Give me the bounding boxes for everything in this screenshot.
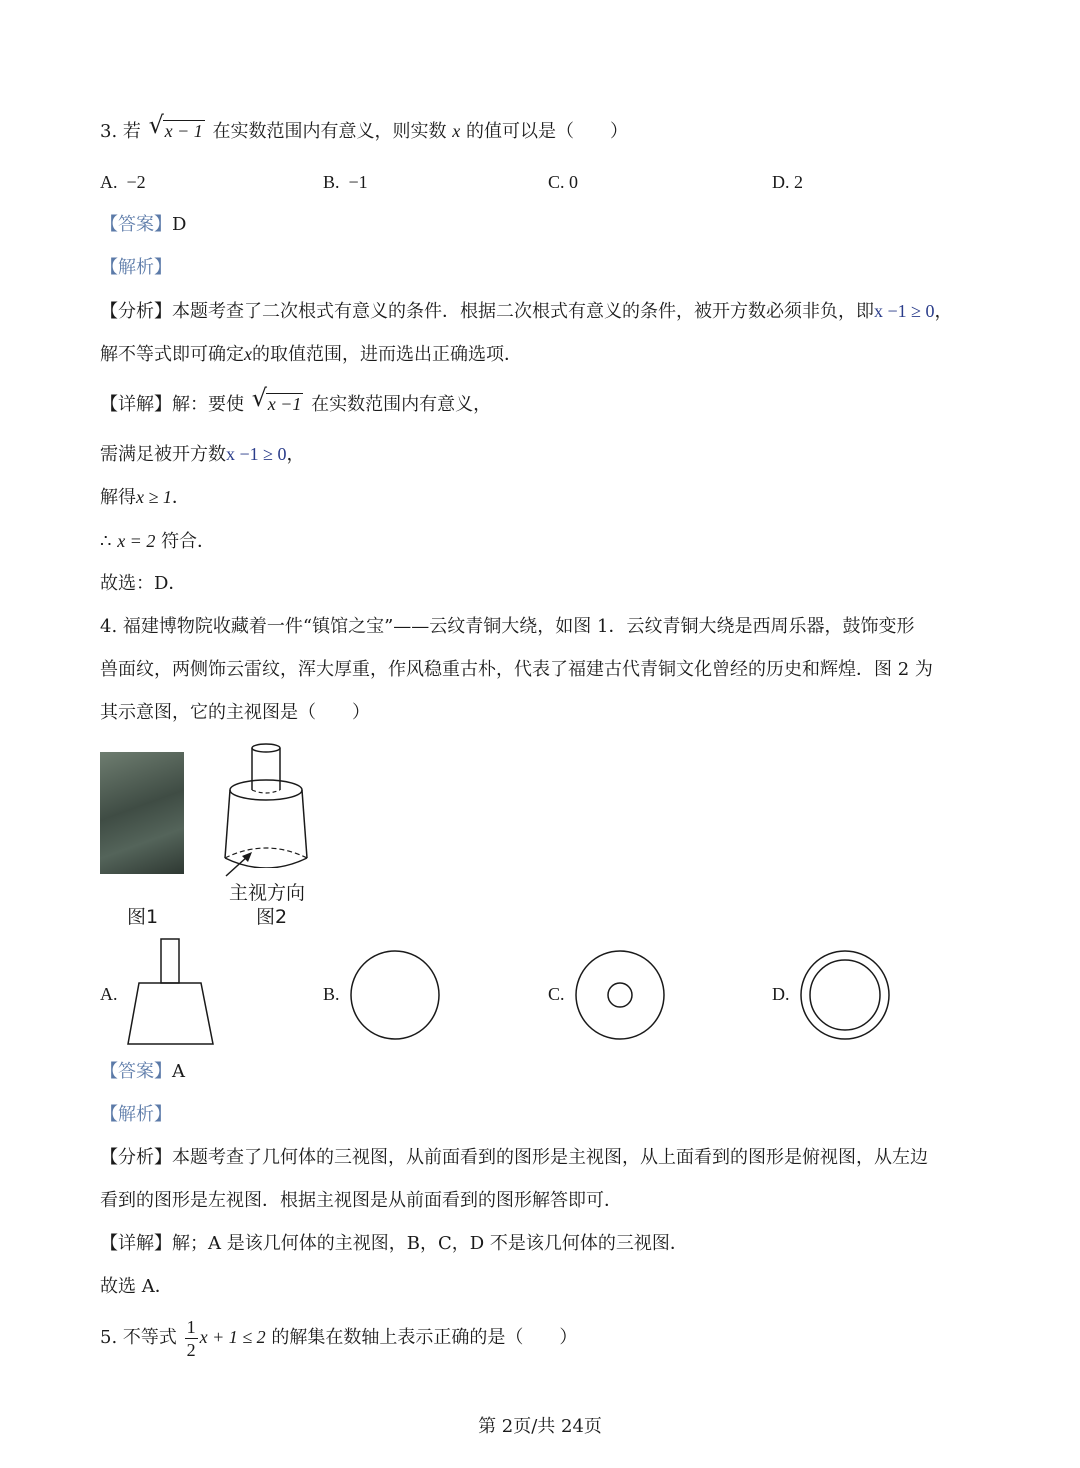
q3-option-a: A. −2 — [100, 172, 146, 192]
q4-answer-value: A — [172, 1061, 185, 1082]
q3-fenxi-tag: 【分析】 — [100, 301, 172, 322]
q3-fenxi-line1: 【分析】本题考查了二次根式有意义的条件．根据二次根式有意义的条件，被开方数必须非负，即x −1 ≥ 0， — [100, 301, 953, 322]
q4-option-a-label: A. — [100, 984, 118, 1004]
q3-fenxi-line2: 解不等式即可确定x的取值范围，进而选出正确选项． — [100, 344, 522, 365]
q4-stem-line3: 其示意图，它的主视图是（ ） — [100, 702, 370, 723]
q4-analysis-tag: 【解析】 — [100, 1104, 172, 1125]
q5-number: 5. — [100, 1327, 118, 1348]
q3-xiangjie-tag: 【详解】 — [100, 394, 172, 415]
q4-answer — [100, 1059, 185, 1085]
bronze-bell-photo — [100, 752, 184, 874]
q3-sqrt: √ x − 1 — [148, 111, 203, 141]
q3-step3: ∴ x = 2 符合． — [100, 531, 216, 552]
q3-answer-value: D — [172, 214, 187, 235]
q5-stem: 5. 不等式 $\frac{1}{2}$ x + 1 ≤ 2 的解集在数轴上表示正确的是（ ） — [100, 1316, 578, 1360]
q3-analysis-tag: 【解析】 — [100, 257, 172, 278]
q3-stem-end: 的值可以是（ ） — [466, 121, 628, 142]
q3-conclusion: 故选：D． — [100, 573, 187, 594]
q4-option-c-label: C. — [548, 984, 565, 1004]
q4-option-a-figure — [125, 938, 217, 1048]
q3-step1: 需满足被开方数x −1 ≥ 0， — [100, 444, 305, 465]
q4-option-c-figure — [573, 948, 667, 1042]
q3-answer — [100, 212, 186, 238]
fig1-caption: 图1 — [127, 906, 159, 928]
q4-option-b-label: B. — [323, 984, 340, 1004]
q3-option-d: D. 2 — [772, 172, 803, 192]
q4-answer-tag: 【答案】 — [100, 1061, 172, 1082]
q3-radicand: x − 1 — [164, 121, 203, 141]
q3-option-b: B. −1 — [323, 172, 368, 192]
q3-step2: 解得x ≥ 1． — [100, 487, 190, 508]
q3-stem-var: x — [452, 121, 461, 141]
q4-conclusion: 故选 A． — [100, 1276, 173, 1297]
q4-option-b-figure — [348, 948, 442, 1042]
q4-option-d-figure — [798, 948, 892, 1042]
q3-stem-after: 在实数范围内有意义，则实数 — [212, 121, 447, 142]
q3-xiangjie-line1: 【详解】解：要使 √ x −1 在实数范围内有意义， — [100, 391, 491, 418]
fig2-diagram — [215, 738, 325, 868]
q4-fenxi-line2: 看到的图形是左视图．根据主视图是从前面看到的图形解答即可． — [100, 1190, 622, 1211]
q3-xiangjie-sqrt: √ x −1 — [251, 384, 302, 414]
q3-fenxi-math: x −1 ≥ 0 — [874, 301, 935, 321]
q3-stem-before: 若 — [122, 121, 141, 142]
view-direction-arrow — [220, 850, 260, 880]
q4-xiangjie: 【详解】解；A 是该几何体的主视图，B，C，D 不是该几何体的三视图． — [100, 1233, 688, 1254]
q5-inequality: x + 1 ≤ 2 — [199, 1327, 266, 1347]
q4-fenxi-line1: 【分析】本题考查了几何体的三视图，从前面看到的图形是主视图，从上面看到的图形是俯视图，从左边 — [100, 1147, 928, 1168]
fig2-direction-label: 主视方向 — [229, 882, 306, 904]
q5-fraction: $\frac{1}{2}$ — [186, 1316, 196, 1360]
q4-stem-line1: 4. 福建博物院收藏着一件“镇馆之宝”——云纹青铜大绕，如图 1．云纹青铜大绕是西周乐器，鼓饰变形 — [100, 616, 915, 637]
page-footer: 第 2页/共 24页 — [478, 1416, 602, 1437]
q4-option-d-label: D. — [772, 984, 790, 1004]
fig2-caption: 图2 — [256, 906, 288, 928]
q3-stem — [100, 111, 628, 145]
q3-number: 3. — [100, 121, 118, 142]
q3-answer-tag: 【答案】 — [100, 214, 172, 235]
q4-stem-line2: 兽面纹，两侧饰云雷纹，浑大厚重，作风稳重古朴，代表了福建古代青铜文化曾经的历史和辉煌．图 2 为 — [100, 659, 933, 680]
q3-option-c: C. 0 — [548, 172, 579, 192]
